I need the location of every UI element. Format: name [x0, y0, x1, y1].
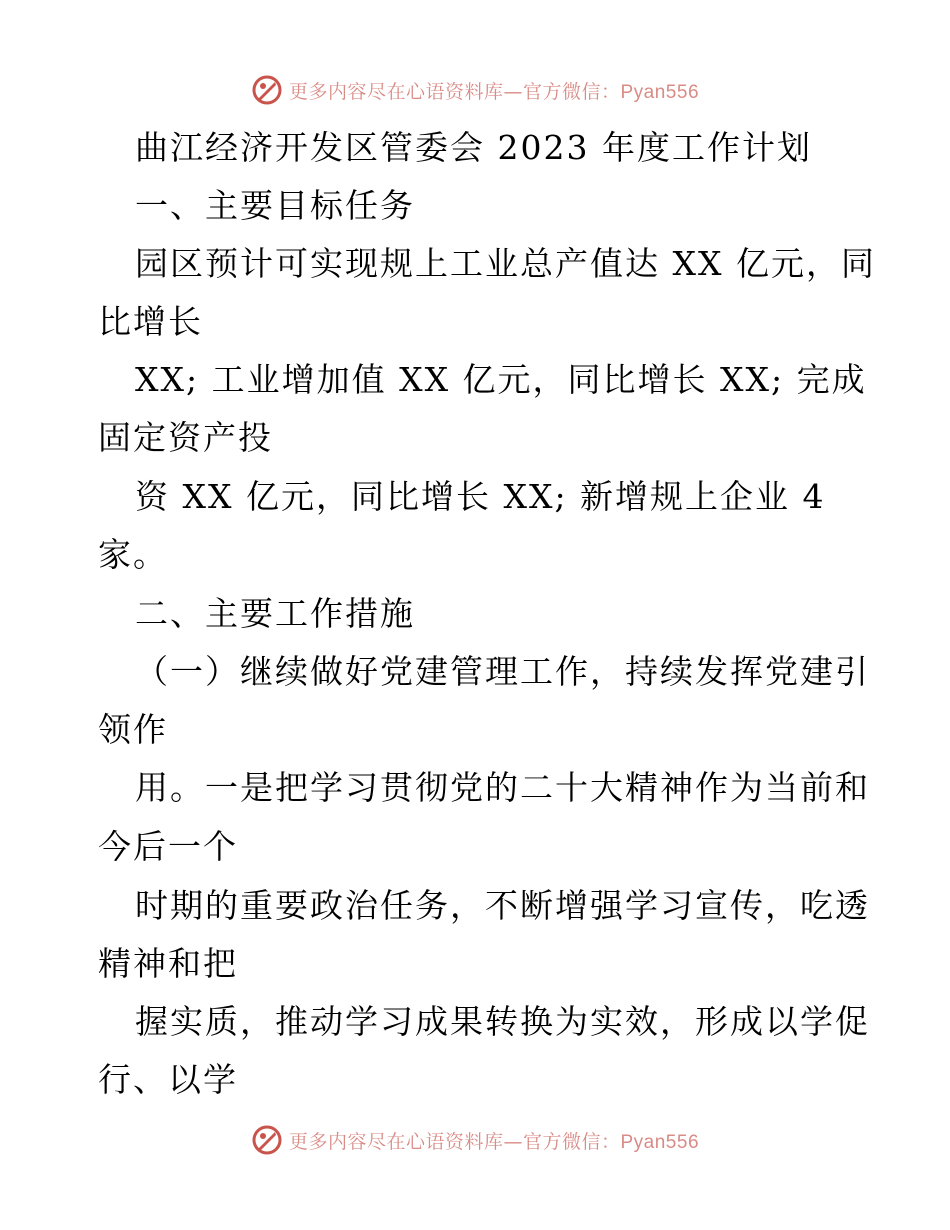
paragraph-line: 固定资产投: [98, 418, 273, 457]
section-heading: 二、主要工作措施: [135, 594, 415, 633]
paragraph-line: 资 XX 亿元，同比增长 XX; 新增规上企业 4: [135, 477, 826, 516]
watermark-text: 更多内容尽在心语资料库—官方微信：Pyan556: [288, 1130, 700, 1153]
paragraph-line: 园区预计可实现规上工业总产值达 XX 亿元，同: [135, 244, 876, 283]
pen-logo-icon: [251, 74, 283, 106]
watermark-header: [0, 70, 950, 110]
paragraph-line: 用。一是把学习贯彻党的二十大精神作为当前和: [135, 768, 870, 807]
document-title: 曲江经济开发区管委会 2023 年度工作计划: [135, 128, 812, 167]
paragraph-line: （一）继续做好党建管理工作，持续发挥党建引: [135, 652, 870, 691]
paragraph-line: 时期的重要政治任务，不断增强学习宣传，吃透: [135, 886, 870, 925]
paragraph-line: 精神和把: [98, 944, 238, 983]
paragraph-line: 行、以学: [98, 1060, 238, 1099]
paragraph-line: 握实质，推动学习成果转换为实效，形成以学促: [135, 1002, 870, 1041]
section-heading: 一、主要目标任务: [135, 186, 415, 225]
watermark-text: 更多内容尽在心语资料库—官方微信：Pyan556: [288, 80, 700, 103]
watermark-footer: [0, 1120, 950, 1160]
paragraph-line: XX; 工业增加值 XX 亿元，同比增长 XX; 完成: [135, 360, 867, 399]
pen-logo-icon: [251, 1124, 283, 1156]
paragraph-line: 领作: [98, 710, 168, 749]
paragraph-line: 比增长: [98, 302, 203, 341]
paragraph-line: 今后一个: [98, 827, 238, 866]
paragraph-line: 家。: [98, 535, 168, 574]
